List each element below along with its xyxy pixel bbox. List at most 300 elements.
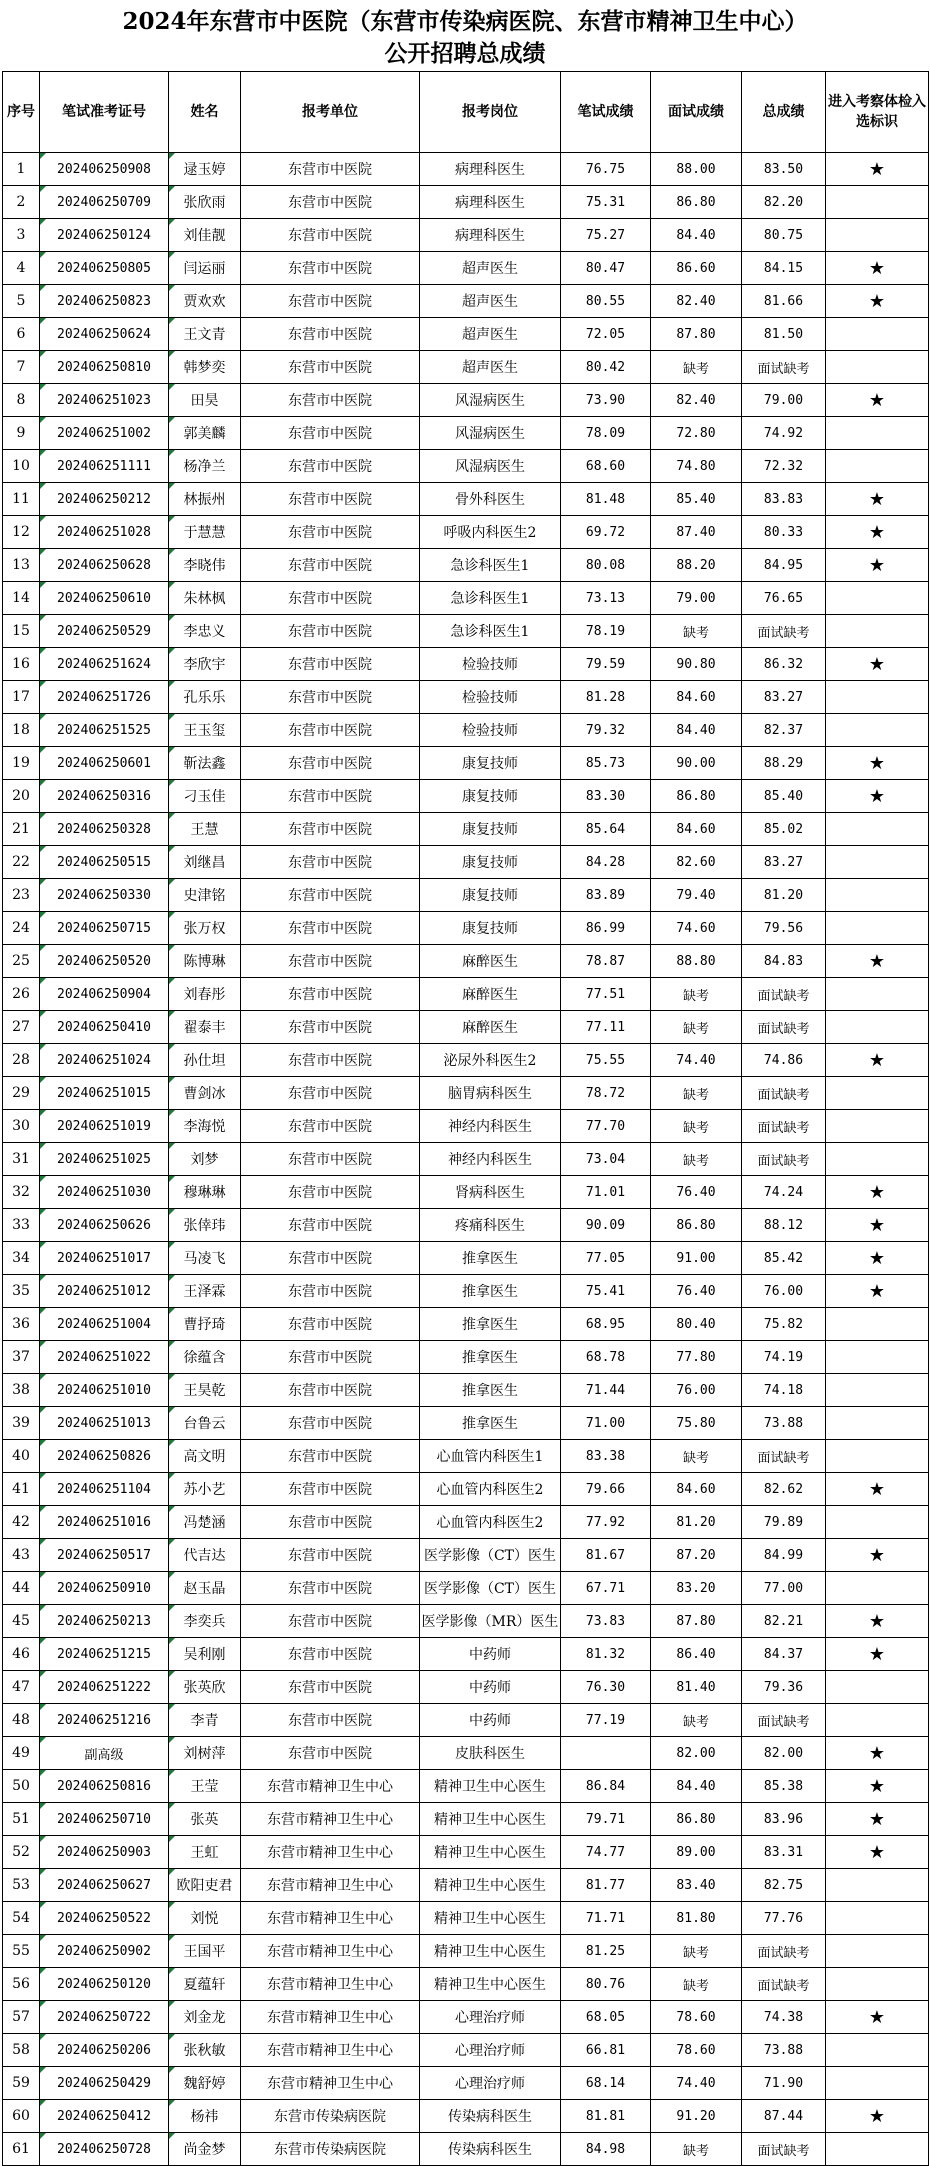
table-row bbox=[3, 1572, 929, 1605]
cell-total-score: 80.33 bbox=[742, 516, 826, 549]
cell-exam-id: 202406250610 bbox=[40, 582, 169, 615]
cell-unit: 东营市中医院 bbox=[241, 1143, 420, 1176]
cell-selection-mark bbox=[826, 1506, 929, 1539]
cell-index: 43 bbox=[3, 1539, 40, 1572]
cell-name: 夏蕴轩 bbox=[169, 1968, 241, 2001]
table-row bbox=[3, 1539, 929, 1572]
cell-total-score: 74.92 bbox=[742, 417, 826, 450]
cell-position: 皮肤科医生 bbox=[420, 1737, 561, 1770]
cell-exam-id: 202406250328 bbox=[40, 813, 169, 846]
cell-written-score: 78.19 bbox=[561, 615, 651, 648]
cell-exam-id: 202406250213 bbox=[40, 1605, 169, 1638]
cell-name: 冯楚涵 bbox=[169, 1506, 241, 1539]
cell-total-score: 82.37 bbox=[742, 714, 826, 747]
cell-total-score: 83.27 bbox=[742, 681, 826, 714]
table-row bbox=[3, 1902, 929, 1935]
cell-interview-score: 86.80 bbox=[651, 1209, 742, 1242]
cell-name: 王国平 bbox=[169, 1935, 241, 1968]
cell-unit: 东营市中医院 bbox=[241, 813, 420, 846]
cell-position: 脑胃病科医生 bbox=[420, 1077, 561, 1110]
cell-interview-score: 缺考 bbox=[651, 1011, 742, 1044]
cell-interview-score: 74.40 bbox=[651, 2067, 742, 2100]
cell-interview-score: 87.80 bbox=[651, 318, 742, 351]
cell-total-score: 84.99 bbox=[742, 1539, 826, 1572]
cell-interview-score: 78.60 bbox=[651, 2001, 742, 2034]
cell-interview-score: 84.60 bbox=[651, 1473, 742, 1506]
cell-selection-mark: ★ bbox=[826, 483, 929, 516]
cell-position: 精神卫生中心医生 bbox=[420, 1869, 561, 1902]
cell-exam-id: 202406251010 bbox=[40, 1374, 169, 1407]
cell-interview-score: 91.00 bbox=[651, 1242, 742, 1275]
table-row bbox=[3, 1341, 929, 1374]
cell-unit: 东营市中医院 bbox=[241, 681, 420, 714]
cell-interview-score: 84.40 bbox=[651, 219, 742, 252]
cell-unit: 东营市精神卫生中心 bbox=[241, 2001, 420, 2034]
cell-position: 康复技师 bbox=[420, 747, 561, 780]
cell-interview-score: 89.00 bbox=[651, 1836, 742, 1869]
cell-unit: 东营市中医院 bbox=[241, 219, 420, 252]
cell-unit: 东营市中医院 bbox=[241, 1737, 420, 1770]
table-row bbox=[3, 2034, 929, 2067]
cell-position: 病理科医生 bbox=[420, 219, 561, 252]
cell-written-score: 71.01 bbox=[561, 1176, 651, 1209]
cell-position: 推拿医生 bbox=[420, 1407, 561, 1440]
cell-exam-id: 202406250903 bbox=[40, 1836, 169, 1869]
results-table bbox=[2, 71, 929, 2166]
cell-written-score: 68.05 bbox=[561, 2001, 651, 2034]
cell-written-score: 85.73 bbox=[561, 747, 651, 780]
cell-exam-id: 202406251023 bbox=[40, 384, 169, 417]
cell-index: 29 bbox=[3, 1077, 40, 1110]
cell-exam-id: 202406251013 bbox=[40, 1407, 169, 1440]
cell-interview-score: 81.40 bbox=[651, 1671, 742, 1704]
cell-selection-mark bbox=[826, 582, 929, 615]
cell-interview-score: 83.20 bbox=[651, 1572, 742, 1605]
cell-exam-id: 202406250206 bbox=[40, 2034, 169, 2067]
cell-index: 47 bbox=[3, 1671, 40, 1704]
cell-unit: 东营市中医院 bbox=[241, 1605, 420, 1638]
cell-interview-score: 74.60 bbox=[651, 912, 742, 945]
cell-interview-score: 78.60 bbox=[651, 2034, 742, 2067]
cell-position: 精神卫生中心医生 bbox=[420, 1935, 561, 1968]
cell-name: 张英 bbox=[169, 1803, 241, 1836]
cell-exam-id: 202406250529 bbox=[40, 615, 169, 648]
cell-unit: 东营市中医院 bbox=[241, 912, 420, 945]
table-row bbox=[3, 1176, 929, 1209]
cell-selection-mark bbox=[826, 912, 929, 945]
cell-index: 42 bbox=[3, 1506, 40, 1539]
cell-name: 孙仕坦 bbox=[169, 1044, 241, 1077]
cell-unit: 东营市传染病医院 bbox=[241, 2133, 420, 2166]
cell-name: 赵玉晶 bbox=[169, 1572, 241, 1605]
cell-exam-id: 202406250120 bbox=[40, 1968, 169, 2001]
cell-index: 44 bbox=[3, 1572, 40, 1605]
cell-selection-mark bbox=[826, 1110, 929, 1143]
cell-total-score: 74.86 bbox=[742, 1044, 826, 1077]
table-row bbox=[3, 1044, 929, 1077]
cell-total-score: 73.88 bbox=[742, 2034, 826, 2067]
cell-index: 48 bbox=[3, 1704, 40, 1737]
cell-name: 朱林枫 bbox=[169, 582, 241, 615]
cell-position: 心理治疗师 bbox=[420, 2067, 561, 2100]
cell-total-score: 79.56 bbox=[742, 912, 826, 945]
cell-index: 26 bbox=[3, 978, 40, 1011]
cell-exam-id: 202406251215 bbox=[40, 1638, 169, 1671]
cell-index: 25 bbox=[3, 945, 40, 978]
cell-name: 张秋敏 bbox=[169, 2034, 241, 2067]
cell-selection-mark: ★ bbox=[826, 1770, 929, 1803]
cell-name: 曹抒琦 bbox=[169, 1308, 241, 1341]
cell-exam-id: 202406251525 bbox=[40, 714, 169, 747]
cell-total-score: 79.00 bbox=[742, 384, 826, 417]
cell-index: 45 bbox=[3, 1605, 40, 1638]
table-row bbox=[3, 879, 929, 912]
cell-exam-id: 202406251104 bbox=[40, 1473, 169, 1506]
cell-written-score: 81.32 bbox=[561, 1638, 651, 1671]
header-position: 报考岗位 bbox=[420, 72, 561, 153]
header-total-score: 总成绩 bbox=[742, 72, 826, 153]
cell-selection-mark bbox=[826, 1935, 929, 1968]
table-row bbox=[3, 1242, 929, 1275]
cell-total-score: 面试缺考 bbox=[742, 1704, 826, 1737]
cell-position: 中药师 bbox=[420, 1704, 561, 1737]
cell-unit: 东营市中医院 bbox=[241, 1341, 420, 1374]
cell-index: 37 bbox=[3, 1341, 40, 1374]
cell-exam-id: 202406251028 bbox=[40, 516, 169, 549]
cell-index: 32 bbox=[3, 1176, 40, 1209]
cell-interview-score: 缺考 bbox=[651, 1143, 742, 1176]
cell-written-score: 72.05 bbox=[561, 318, 651, 351]
cell-name: 李欣宇 bbox=[169, 648, 241, 681]
cell-interview-score: 缺考 bbox=[651, 1968, 742, 2001]
cell-selection-mark bbox=[826, 1902, 929, 1935]
cell-selection-mark bbox=[826, 978, 929, 1011]
cell-name: 林振州 bbox=[169, 483, 241, 516]
cell-index: 56 bbox=[3, 1968, 40, 2001]
cell-name: 李晓伟 bbox=[169, 549, 241, 582]
cell-name: 闫运丽 bbox=[169, 252, 241, 285]
cell-total-score: 74.19 bbox=[742, 1341, 826, 1374]
table-row bbox=[3, 219, 929, 252]
cell-total-score: 面试缺考 bbox=[742, 1011, 826, 1044]
cell-written-score: 79.66 bbox=[561, 1473, 651, 1506]
cell-selection-mark bbox=[826, 1011, 929, 1044]
cell-written-score: 79.59 bbox=[561, 648, 651, 681]
table-row bbox=[3, 1770, 929, 1803]
cell-interview-score: 88.00 bbox=[651, 153, 742, 186]
cell-interview-score: 81.20 bbox=[651, 1506, 742, 1539]
cell-written-score: 77.19 bbox=[561, 1704, 651, 1737]
cell-unit: 东营市中医院 bbox=[241, 1011, 420, 1044]
table-row bbox=[3, 450, 929, 483]
cell-index: 34 bbox=[3, 1242, 40, 1275]
cell-selection-mark: ★ bbox=[826, 384, 929, 417]
cell-total-score: 面试缺考 bbox=[742, 1440, 826, 1473]
cell-selection-mark bbox=[826, 1308, 929, 1341]
table-row bbox=[3, 912, 929, 945]
cell-name: 田昊 bbox=[169, 384, 241, 417]
cell-total-score: 74.18 bbox=[742, 1374, 826, 1407]
cell-written-score: 81.81 bbox=[561, 2100, 651, 2133]
cell-unit: 东营市中医院 bbox=[241, 285, 420, 318]
cell-name: 杨净兰 bbox=[169, 450, 241, 483]
cell-unit: 东营市精神卫生中心 bbox=[241, 1836, 420, 1869]
cell-total-score: 83.31 bbox=[742, 1836, 826, 1869]
cell-position: 风湿病医生 bbox=[420, 450, 561, 483]
cell-unit: 东营市中医院 bbox=[241, 1539, 420, 1572]
cell-written-score: 80.55 bbox=[561, 285, 651, 318]
cell-position: 传染病科医生 bbox=[420, 2133, 561, 2166]
cell-unit: 东营市中医院 bbox=[241, 1176, 420, 1209]
table-row bbox=[3, 1605, 929, 1638]
cell-written-score: 69.72 bbox=[561, 516, 651, 549]
cell-name: 马凌飞 bbox=[169, 1242, 241, 1275]
cell-exam-id: 202406250517 bbox=[40, 1539, 169, 1572]
cell-selection-mark: ★ bbox=[826, 1176, 929, 1209]
cell-index: 21 bbox=[3, 813, 40, 846]
cell-index: 7 bbox=[3, 351, 40, 384]
cell-written-score bbox=[561, 1737, 651, 1770]
cell-exam-id: 202406250826 bbox=[40, 1440, 169, 1473]
cell-total-score: 87.44 bbox=[742, 2100, 826, 2133]
cell-position: 泌尿外科医生2 bbox=[420, 1044, 561, 1077]
cell-unit: 东营市精神卫生中心 bbox=[241, 1869, 420, 1902]
cell-position: 康复技师 bbox=[420, 813, 561, 846]
cell-interview-score: 87.40 bbox=[651, 516, 742, 549]
cell-total-score: 面试缺考 bbox=[742, 1110, 826, 1143]
cell-unit: 东营市中医院 bbox=[241, 846, 420, 879]
cell-exam-id: 202406251022 bbox=[40, 1341, 169, 1374]
cell-total-score: 82.00 bbox=[742, 1737, 826, 1770]
table-row bbox=[3, 846, 929, 879]
cell-interview-score: 87.80 bbox=[651, 1605, 742, 1638]
cell-position: 推拿医生 bbox=[420, 1341, 561, 1374]
cell-selection-mark: ★ bbox=[826, 1473, 929, 1506]
cell-position: 心血管内科医生2 bbox=[420, 1506, 561, 1539]
cell-exam-id: 202406250823 bbox=[40, 285, 169, 318]
cell-unit: 东营市精神卫生中心 bbox=[241, 1968, 420, 2001]
cell-interview-score: 86.60 bbox=[651, 252, 742, 285]
cell-interview-score: 84.60 bbox=[651, 813, 742, 846]
cell-total-score: 77.00 bbox=[742, 1572, 826, 1605]
table-row bbox=[3, 747, 929, 780]
cell-total-score: 面试缺考 bbox=[742, 351, 826, 384]
cell-index: 30 bbox=[3, 1110, 40, 1143]
table-row bbox=[3, 648, 929, 681]
cell-total-score: 79.89 bbox=[742, 1506, 826, 1539]
cell-written-score: 83.89 bbox=[561, 879, 651, 912]
cell-written-score: 80.08 bbox=[561, 549, 651, 582]
cell-written-score: 73.04 bbox=[561, 1143, 651, 1176]
cell-unit: 东营市中医院 bbox=[241, 1374, 420, 1407]
cell-index: 18 bbox=[3, 714, 40, 747]
cell-position: 推拿医生 bbox=[420, 1374, 561, 1407]
cell-written-score: 77.92 bbox=[561, 1506, 651, 1539]
cell-selection-mark: ★ bbox=[826, 516, 929, 549]
cell-interview-score: 84.40 bbox=[651, 1770, 742, 1803]
cell-position: 风湿病医生 bbox=[420, 384, 561, 417]
cell-position: 疼痛科医生 bbox=[420, 1209, 561, 1242]
cell-selection-mark bbox=[826, 1077, 929, 1110]
cell-name: 曹剑冰 bbox=[169, 1077, 241, 1110]
cell-total-score: 面试缺考 bbox=[742, 1935, 826, 1968]
cell-position: 医学影像（MR）医生 bbox=[420, 1605, 561, 1638]
cell-selection-mark bbox=[826, 2067, 929, 2100]
cell-interview-score: 90.00 bbox=[651, 747, 742, 780]
cell-exam-id: 202406250627 bbox=[40, 1869, 169, 1902]
cell-exam-id: 202406251016 bbox=[40, 1506, 169, 1539]
cell-written-score: 73.83 bbox=[561, 1605, 651, 1638]
header-unit: 报考单位 bbox=[241, 72, 420, 153]
cell-selection-mark bbox=[826, 417, 929, 450]
cell-exam-id: 202406251017 bbox=[40, 1242, 169, 1275]
cell-written-score: 80.76 bbox=[561, 1968, 651, 2001]
cell-unit: 东营市中医院 bbox=[241, 1077, 420, 1110]
cell-total-score: 80.75 bbox=[742, 219, 826, 252]
cell-exam-id: 202406250410 bbox=[40, 1011, 169, 1044]
cell-total-score: 面试缺考 bbox=[742, 615, 826, 648]
cell-position: 心血管内科医生2 bbox=[420, 1473, 561, 1506]
table-row bbox=[3, 813, 929, 846]
cell-total-score: 76.00 bbox=[742, 1275, 826, 1308]
cell-position: 麻醉医生 bbox=[420, 978, 561, 1011]
cell-index: 58 bbox=[3, 2034, 40, 2067]
cell-total-score: 82.62 bbox=[742, 1473, 826, 1506]
cell-name: 于慧慧 bbox=[169, 516, 241, 549]
cell-interview-score: 85.40 bbox=[651, 483, 742, 516]
cell-index: 13 bbox=[3, 549, 40, 582]
table-row bbox=[3, 318, 929, 351]
cell-total-score: 83.96 bbox=[742, 1803, 826, 1836]
cell-selection-mark bbox=[826, 1440, 929, 1473]
cell-name: 孔乐乐 bbox=[169, 681, 241, 714]
cell-selection-mark: ★ bbox=[826, 1605, 929, 1638]
cell-name: 杨祎 bbox=[169, 2100, 241, 2133]
cell-name: 李忠义 bbox=[169, 615, 241, 648]
cell-name: 刘树萍 bbox=[169, 1737, 241, 1770]
cell-selection-mark: ★ bbox=[826, 1803, 929, 1836]
cell-written-score: 84.28 bbox=[561, 846, 651, 879]
cell-unit: 东营市中医院 bbox=[241, 549, 420, 582]
cell-unit: 东营市中医院 bbox=[241, 1440, 420, 1473]
cell-written-score: 81.28 bbox=[561, 681, 651, 714]
cell-position: 康复技师 bbox=[420, 879, 561, 912]
cell-selection-mark: ★ bbox=[826, 252, 929, 285]
cell-exam-id: 202406250810 bbox=[40, 351, 169, 384]
table-row bbox=[3, 1275, 929, 1308]
cell-unit: 东营市中医院 bbox=[241, 351, 420, 384]
cell-name: 逯玉婷 bbox=[169, 153, 241, 186]
cell-unit: 东营市中医院 bbox=[241, 1407, 420, 1440]
cell-interview-score: 86.80 bbox=[651, 1803, 742, 1836]
cell-exam-id: 202406250715 bbox=[40, 912, 169, 945]
cell-exam-id: 202406250522 bbox=[40, 1902, 169, 1935]
table-row bbox=[3, 681, 929, 714]
table-row bbox=[3, 549, 929, 582]
cell-interview-score: 缺考 bbox=[651, 2133, 742, 2166]
cell-unit: 东营市中医院 bbox=[241, 1242, 420, 1275]
cell-unit: 东营市中医院 bbox=[241, 186, 420, 219]
cell-written-score: 81.67 bbox=[561, 1539, 651, 1572]
cell-index: 5 bbox=[3, 285, 40, 318]
cell-selection-mark: ★ bbox=[826, 1539, 929, 1572]
cell-written-score: 81.48 bbox=[561, 483, 651, 516]
cell-selection-mark bbox=[826, 351, 929, 384]
cell-written-score: 73.13 bbox=[561, 582, 651, 615]
table-row bbox=[3, 1407, 929, 1440]
cell-interview-score: 82.60 bbox=[651, 846, 742, 879]
cell-total-score: 82.21 bbox=[742, 1605, 826, 1638]
table-row bbox=[3, 1110, 929, 1143]
cell-interview-score: 80.40 bbox=[651, 1308, 742, 1341]
cell-exam-id: 202406250412 bbox=[40, 2100, 169, 2133]
cell-interview-score: 缺考 bbox=[651, 1440, 742, 1473]
cell-exam-id: 202406251012 bbox=[40, 1275, 169, 1308]
cell-selection-mark bbox=[826, 1968, 929, 2001]
cell-unit: 东营市中医院 bbox=[241, 252, 420, 285]
cell-total-score: 面试缺考 bbox=[742, 2133, 826, 2166]
cell-interview-score: 84.60 bbox=[651, 681, 742, 714]
cell-position: 心血管内科医生1 bbox=[420, 1440, 561, 1473]
cell-selection-mark bbox=[826, 186, 929, 219]
cell-interview-score: 77.80 bbox=[651, 1341, 742, 1374]
cell-total-score: 面试缺考 bbox=[742, 1077, 826, 1110]
table-row bbox=[3, 1671, 929, 1704]
cell-index: 2 bbox=[3, 186, 40, 219]
cell-name: 高文明 bbox=[169, 1440, 241, 1473]
cell-name: 王玉玺 bbox=[169, 714, 241, 747]
cell-index: 54 bbox=[3, 1902, 40, 1935]
cell-written-score: 79.32 bbox=[561, 714, 651, 747]
cell-written-score: 90.09 bbox=[561, 1209, 651, 1242]
cell-total-score: 81.20 bbox=[742, 879, 826, 912]
table-body bbox=[3, 153, 929, 2166]
cell-total-score: 75.82 bbox=[742, 1308, 826, 1341]
cell-written-score: 68.78 bbox=[561, 1341, 651, 1374]
cell-name: 李海悦 bbox=[169, 1110, 241, 1143]
cell-total-score: 88.12 bbox=[742, 1209, 826, 1242]
cell-exam-id: 202406250515 bbox=[40, 846, 169, 879]
cell-unit: 东营市精神卫生中心 bbox=[241, 1803, 420, 1836]
cell-total-score: 82.75 bbox=[742, 1869, 826, 1902]
cell-total-score: 面试缺考 bbox=[742, 978, 826, 1011]
table-row bbox=[3, 1209, 929, 1242]
cell-total-score: 面试缺考 bbox=[742, 1143, 826, 1176]
cell-name: 刘继昌 bbox=[169, 846, 241, 879]
cell-selection-mark: ★ bbox=[826, 1209, 929, 1242]
cell-selection-mark: ★ bbox=[826, 1737, 929, 1770]
cell-total-score: 72.32 bbox=[742, 450, 826, 483]
cell-position: 检验技师 bbox=[420, 714, 561, 747]
cell-written-score: 74.77 bbox=[561, 1836, 651, 1869]
cell-index: 20 bbox=[3, 780, 40, 813]
cell-position: 医学影像（CT）医生 bbox=[420, 1572, 561, 1605]
cell-total-score: 面试缺考 bbox=[742, 1968, 826, 2001]
header-selection-mark: 进入考察体检入选标识 bbox=[826, 72, 929, 153]
header-name: 姓名 bbox=[169, 72, 241, 153]
cell-unit: 东营市中医院 bbox=[241, 615, 420, 648]
cell-written-score: 76.75 bbox=[561, 153, 651, 186]
table-row bbox=[3, 153, 929, 186]
cell-index: 52 bbox=[3, 1836, 40, 1869]
cell-index: 4 bbox=[3, 252, 40, 285]
cell-interview-score: 缺考 bbox=[651, 1110, 742, 1143]
cell-selection-mark: ★ bbox=[826, 1836, 929, 1869]
cell-written-score: 71.00 bbox=[561, 1407, 651, 1440]
cell-name: 刘梦 bbox=[169, 1143, 241, 1176]
cell-total-score: 85.40 bbox=[742, 780, 826, 813]
table-row bbox=[3, 186, 929, 219]
